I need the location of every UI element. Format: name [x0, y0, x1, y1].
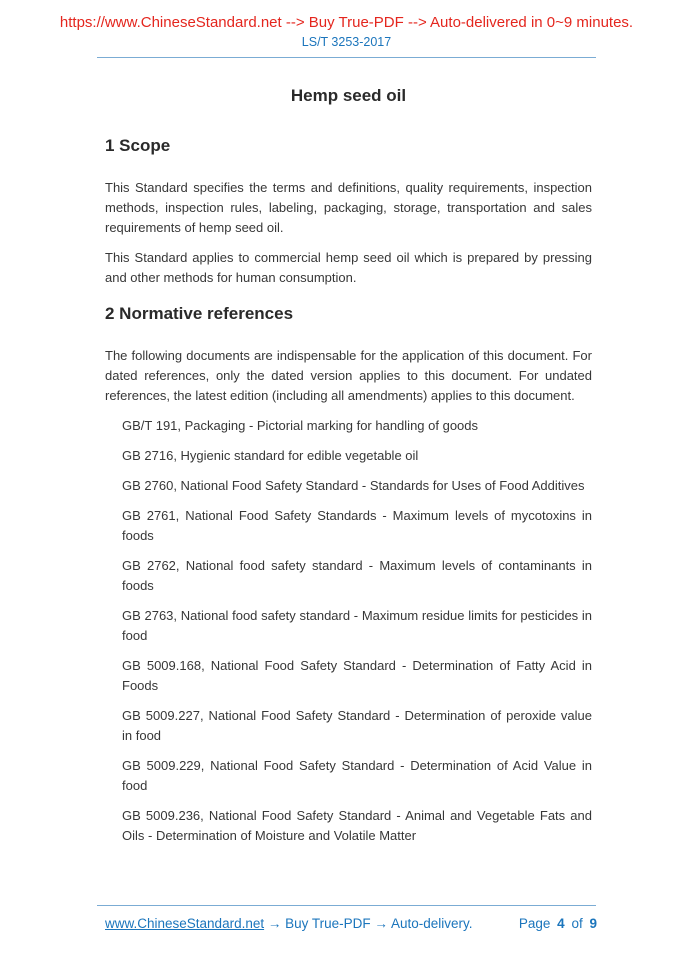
page-word: Page: [518, 916, 551, 931]
reference-item: GB 2760, National Food Safety Standard - Standards for Uses of Food Additives: [122, 478, 585, 493]
paragraph: The following documents are indispensable for the application of this document. For dated references, only the dated version applies to this document. For undated references, the latest edition (including all amendments) applies to this document.: [105, 348, 592, 403]
of-word: of: [571, 916, 583, 931]
reference-item: GB 5009.168, National Food Safety Standard - Determination of Fatty Acid in Foods: [122, 658, 592, 693]
document-body: [105, 78, 592, 856]
footer-site-link[interactable]: www.ChineseStandard.net: [105, 916, 265, 931]
paragraph: This Standard applies to commercial hemp seed oil which is prepared by pressing and other methods for human consumption.: [105, 250, 592, 285]
footer-divider: [97, 905, 596, 906]
section-1-heading: 1 Scope: [105, 136, 171, 155]
reference-item: GB 2761, National Food Safety Standards - Maximum levels of mycotoxins in foods: [122, 508, 592, 543]
standard-number: LS/T 3253-2017: [301, 35, 392, 49]
reference-item: GB 5009.229, National Food Safety Standard - Determination of Acid Value in food: [122, 758, 592, 793]
reference-item: GB 2762, National food safety standard - Maximum levels of contaminants in foods: [122, 558, 592, 593]
arrow-icon: →: [267, 916, 282, 931]
document-title: Hemp seed oil: [290, 86, 407, 105]
arrow-icon: →: [374, 916, 388, 931]
reference-item: GB 5009.227, National Food Safety Standard - Determination of peroxide value in food: [122, 708, 592, 743]
page-total: 9: [589, 916, 597, 931]
footer-left: [105, 915, 472, 932]
references-list: [122, 416, 592, 846]
footer: [105, 915, 597, 932]
reference-item: GB 2716, Hygienic standard for edible vegetable oil: [122, 448, 419, 463]
section-2-heading: 2 Normative references: [105, 304, 294, 323]
page-indicator: [516, 915, 597, 932]
page-current: 4: [557, 916, 565, 931]
reference-item: GB 2763, National food safety standard - Maximum residue limits for pesticides in food: [122, 608, 592, 643]
footer-delivery-text: Auto-delivery.: [390, 916, 473, 931]
paragraph: This Standard specifies the terms and definitions, quality requirements, inspection methods, inspection rules, labeling, packaging, storage, transportation and sales requirements of hemp seed oil.: [105, 180, 592, 235]
reference-item: GB/T 191, Packaging - Pictorial marking for handling of goods: [122, 418, 479, 433]
footer-buy-text: Buy True-PDF: [285, 916, 371, 931]
reference-item: GB 5009.236, National Food Safety Standard - Animal and Vegetable Fats and Oils - Determination of Moisture and Volatile Matter: [122, 808, 592, 843]
promo-banner: https://www.ChineseStandard.net --> Buy True-PDF --> Auto-delivered in 0~9 minutes.: [59, 14, 634, 31]
header-divider: [97, 57, 596, 58]
